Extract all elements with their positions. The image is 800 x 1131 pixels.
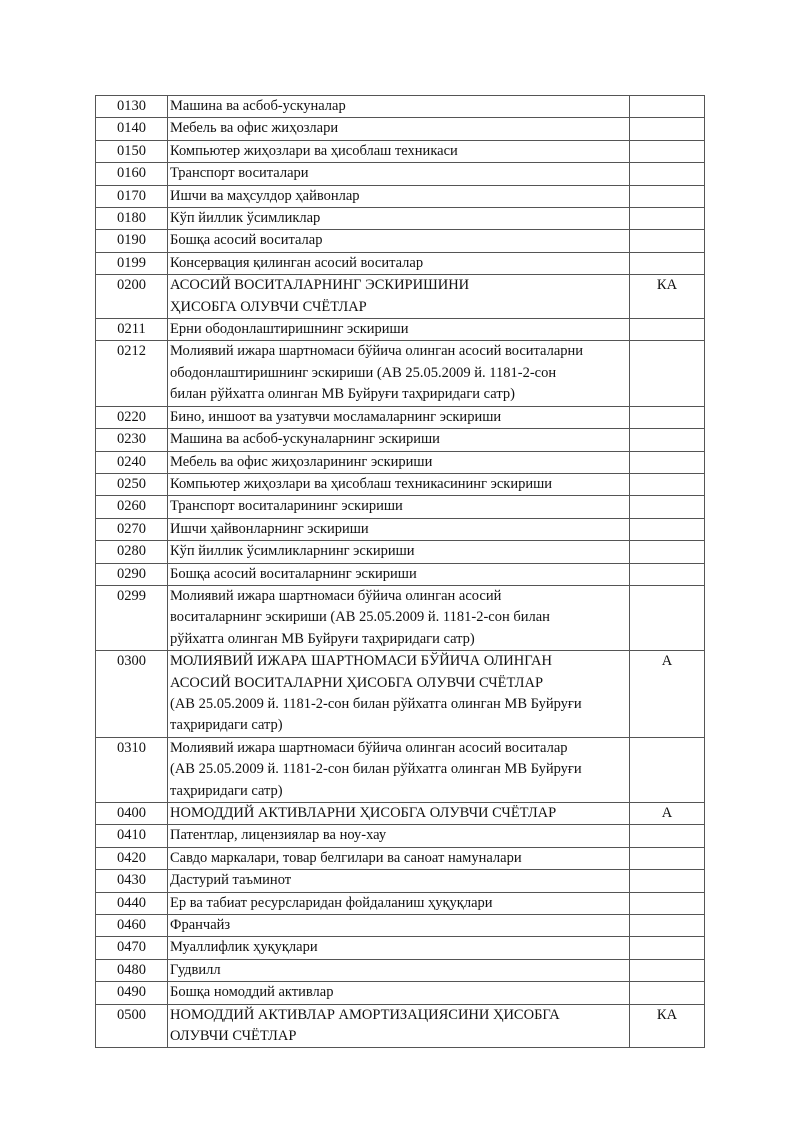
account-code: 0430: [96, 870, 168, 892]
account-name-line: билан рўйхатга олинган МВ Буйруғи таҳриридаги сатр): [170, 386, 515, 403]
account-name: [168, 803, 630, 825]
account-name: [168, 982, 630, 1004]
account-name-line: Компьютер жиҳозлари ва ҳисоблаш техникасининг эскириши: [170, 475, 553, 492]
account-code: 0180: [96, 208, 168, 230]
table-row: [96, 118, 705, 140]
account-code: 0130: [96, 96, 168, 118]
account-type-mark: [630, 737, 705, 802]
account-code: 0199: [96, 252, 168, 274]
table-row: [96, 96, 705, 118]
account-name-line: Ишчи ва маҳсулдор ҳайвонлар: [170, 187, 360, 204]
account-name: [168, 230, 630, 252]
account-name: [168, 1004, 630, 1048]
account-name-line: Транспорт воситалари: [170, 165, 309, 182]
account-name: [168, 563, 630, 585]
account-code: 0299: [96, 585, 168, 650]
account-type-mark: [630, 825, 705, 847]
account-type-mark: [630, 341, 705, 406]
account-type-mark: [630, 208, 705, 230]
account-code: 0290: [96, 563, 168, 585]
table-row: [96, 341, 705, 406]
table-row: [96, 451, 705, 473]
table-row: [96, 185, 705, 207]
account-name-line: Компьютер жиҳозлари ва ҳисоблаш техникаси: [170, 142, 458, 159]
table-row: [96, 870, 705, 892]
account-name-line: Молиявий ижара шартномаси бўйича олинган асосий: [170, 587, 502, 604]
account-name-line: Машина ва асбоб-ускуналар: [170, 98, 346, 114]
account-type-mark: [630, 937, 705, 959]
account-code: 0470: [96, 937, 168, 959]
account-type-mark: КА: [630, 275, 705, 319]
account-name-line: Муаллифлик ҳуқуқлари: [170, 939, 318, 956]
table-row: [96, 585, 705, 650]
account-type-mark: [630, 982, 705, 1004]
account-name: [168, 915, 630, 937]
account-name: [168, 847, 630, 869]
account-name-line: НОМОДДИЙ АКТИВЛАР АМОРТИЗАЦИЯСИНИ ҲИСОБГА: [170, 1006, 560, 1023]
table-row: [96, 518, 705, 540]
account-code: 0460: [96, 915, 168, 937]
account-type-mark: КА: [630, 1004, 705, 1048]
account-name-line: Транспорт воситаларининг эскириши: [170, 498, 403, 515]
account-type-mark: А: [630, 651, 705, 738]
account-name: [168, 937, 630, 959]
account-name: [168, 825, 630, 847]
table-row: [96, 737, 705, 802]
account-name-line: ободонлаштиришнинг эскириши (АВ 25.05.2009 й. 1181-2-сон: [170, 364, 557, 381]
account-type-mark: [630, 140, 705, 162]
account-name-line: Мебель ва офис жиҳозларининг эскириши: [170, 453, 433, 470]
account-type-mark: [630, 959, 705, 981]
account-type-mark: [630, 118, 705, 140]
account-type-mark: [630, 230, 705, 252]
account-code: 0212: [96, 341, 168, 406]
account-type-mark: [630, 451, 705, 473]
account-type-mark: [630, 473, 705, 495]
account-type-mark: [630, 847, 705, 869]
account-type-mark: А: [630, 803, 705, 825]
table-row: [96, 892, 705, 914]
account-name-line: Патентлар, лицензиялар ва ноу-хау: [170, 827, 387, 844]
table-row: [96, 140, 705, 162]
account-name: [168, 140, 630, 162]
account-code: 0211: [96, 319, 168, 341]
account-code: 0190: [96, 230, 168, 252]
account-name-line: АСОСИЙ ВОСИТАЛАРНИ ҲИСОБГА ОЛУВЧИ СЧЁТЛАР: [170, 674, 544, 691]
table-row: [96, 319, 705, 341]
account-name-line: Кўп йиллик ўсимликлар: [170, 210, 321, 227]
account-name: [168, 892, 630, 914]
account-name-line: таҳриридаги сатр): [170, 717, 283, 734]
account-name: [168, 118, 630, 140]
table-row: [96, 429, 705, 451]
account-name: [168, 451, 630, 473]
account-code: 0420: [96, 847, 168, 869]
account-type-mark: [630, 185, 705, 207]
account-name-line: Молиявий ижара шартномаси бўйича олинган асосий воситалар: [170, 739, 568, 756]
table-row: [96, 496, 705, 518]
account-name: [168, 163, 630, 185]
account-name: [168, 96, 630, 118]
account-name-line: (АВ 25.05.2009 й. 1181-2-сон билан рўйхатга олинган МВ Буйруғи: [170, 695, 582, 712]
account-name-line: Гудвилл: [170, 961, 221, 978]
account-type-mark: [630, 496, 705, 518]
table-row: [96, 1004, 705, 1048]
account-name: [168, 585, 630, 650]
account-name: [168, 959, 630, 981]
account-type-mark: [630, 892, 705, 914]
account-code: 0500: [96, 1004, 168, 1048]
account-name: [168, 496, 630, 518]
account-code: 0300: [96, 651, 168, 738]
account-type-mark: [630, 870, 705, 892]
account-name: [168, 541, 630, 563]
account-name-line: Консервация қилинган асосий воситалар: [170, 254, 424, 271]
account-type-mark: [630, 915, 705, 937]
account-code: 0490: [96, 982, 168, 1004]
account-name: [168, 737, 630, 802]
account-type-mark: [630, 252, 705, 274]
account-name-line: Ишчи ҳайвонларнинг эскириши: [170, 520, 369, 537]
account-name: [168, 252, 630, 274]
account-code: 0240: [96, 451, 168, 473]
account-type-mark: [630, 163, 705, 185]
account-code: 0220: [96, 406, 168, 428]
account-code: 0440: [96, 892, 168, 914]
account-name-line: Ерни ободонлаштиришнинг эскириши: [170, 321, 409, 338]
account-name: [168, 341, 630, 406]
table-row: [96, 915, 705, 937]
account-name-line: НОМОДДИЙ АКТИВЛАРНИ ҲИСОБГА ОЛУВЧИ СЧЁТЛАР: [170, 805, 557, 821]
account-type-mark: [630, 429, 705, 451]
account-name-line: Бошқа номоддий активлар: [170, 984, 334, 1001]
account-code: 0410: [96, 825, 168, 847]
table-row: [96, 651, 705, 738]
account-name-line: Савдо маркалари, товар белгилари ва саноат намуналари: [170, 849, 522, 866]
account-code: 0480: [96, 959, 168, 981]
account-code: 0250: [96, 473, 168, 495]
account-name-line: рўйхатга олинган МВ Буйруғи таҳриридаги сатр): [170, 630, 475, 647]
account-name: [168, 651, 630, 738]
account-type-mark: [630, 585, 705, 650]
table-row: [96, 803, 705, 825]
account-code: 0310: [96, 737, 168, 802]
account-name-line: таҳриридаги сатр): [170, 782, 283, 799]
account-name-line: ОЛУВЧИ СЧЁТЛАР: [170, 1028, 297, 1045]
account-name-line: Молиявий ижара шартномаси бўйича олинган асосий воситаларни: [170, 343, 584, 360]
chart-of-accounts-table: [95, 95, 705, 1048]
account-name-line: Ер ва табиат ресурсларидан фойдаланиш ҳуқуқлари: [170, 894, 493, 911]
account-name-line: ҲИСОБГА ОЛУВЧИ СЧЁТЛАР: [170, 298, 367, 315]
account-name-line: Машина ва асбоб-ускуналарнинг эскириши: [170, 431, 440, 448]
account-code: 0140: [96, 118, 168, 140]
account-code: 0400: [96, 803, 168, 825]
table-row: [96, 563, 705, 585]
account-code: 0260: [96, 496, 168, 518]
account-type-mark: [630, 541, 705, 563]
account-type-mark: [630, 319, 705, 341]
table-row: [96, 275, 705, 319]
account-name: [168, 429, 630, 451]
account-code: 0170: [96, 185, 168, 207]
table-row: [96, 959, 705, 981]
account-name-line: Дастурий таъминот: [170, 872, 292, 889]
table-row: [96, 252, 705, 274]
account-name: [168, 319, 630, 341]
table-row: [96, 982, 705, 1004]
account-name-line: Франчайз: [170, 917, 231, 934]
account-name: [168, 208, 630, 230]
account-type-mark: [630, 96, 705, 118]
account-code: 0150: [96, 140, 168, 162]
account-name: [168, 518, 630, 540]
account-name-line: Бино, иншоот ва узатувчи мосламаларнинг эскириши: [170, 408, 502, 425]
table-row: [96, 208, 705, 230]
account-type-mark: [630, 563, 705, 585]
account-name-line: АСОСИЙ ВОСИТАЛАРНИНГ ЭСКИРИШИНИ: [170, 277, 470, 294]
account-name: [168, 185, 630, 207]
account-name-line: Бошқа асосий воситаларнинг эскириши: [170, 565, 417, 582]
account-name: [168, 275, 630, 319]
accounts-table-body: [96, 96, 705, 1048]
table-row: [96, 406, 705, 428]
account-code: 0230: [96, 429, 168, 451]
account-name: [168, 473, 630, 495]
account-name-line: Кўп йиллик ўсимликларнинг эскириши: [170, 543, 415, 560]
account-type-mark: [630, 406, 705, 428]
account-name: [168, 406, 630, 428]
table-row: [96, 163, 705, 185]
account-code: 0200: [96, 275, 168, 319]
account-name-line: (АВ 25.05.2009 й. 1181-2-сон билан рўйхатга олинган МВ Буйруғи: [170, 761, 582, 778]
account-name-line: воситаларнинг эскириши (АВ 25.05.2009 й. 1181-2-сон билан: [170, 609, 550, 626]
account-type-mark: [630, 518, 705, 540]
account-code: 0270: [96, 518, 168, 540]
account-name-line: Бошқа асосий воситалар: [170, 232, 323, 249]
account-name-line: Мебель ва офис жиҳозлари: [170, 120, 339, 137]
table-row: [96, 473, 705, 495]
account-code: 0280: [96, 541, 168, 563]
table-row: [96, 825, 705, 847]
table-row: [96, 230, 705, 252]
table-row: [96, 541, 705, 563]
table-row: [96, 847, 705, 869]
table-row: [96, 937, 705, 959]
account-code: 0160: [96, 163, 168, 185]
account-name: [168, 870, 630, 892]
account-name-line: МОЛИЯВИЙ ИЖАРА ШАРТНОМАСИ БЎЙИЧА ОЛИНГАН: [170, 653, 552, 670]
